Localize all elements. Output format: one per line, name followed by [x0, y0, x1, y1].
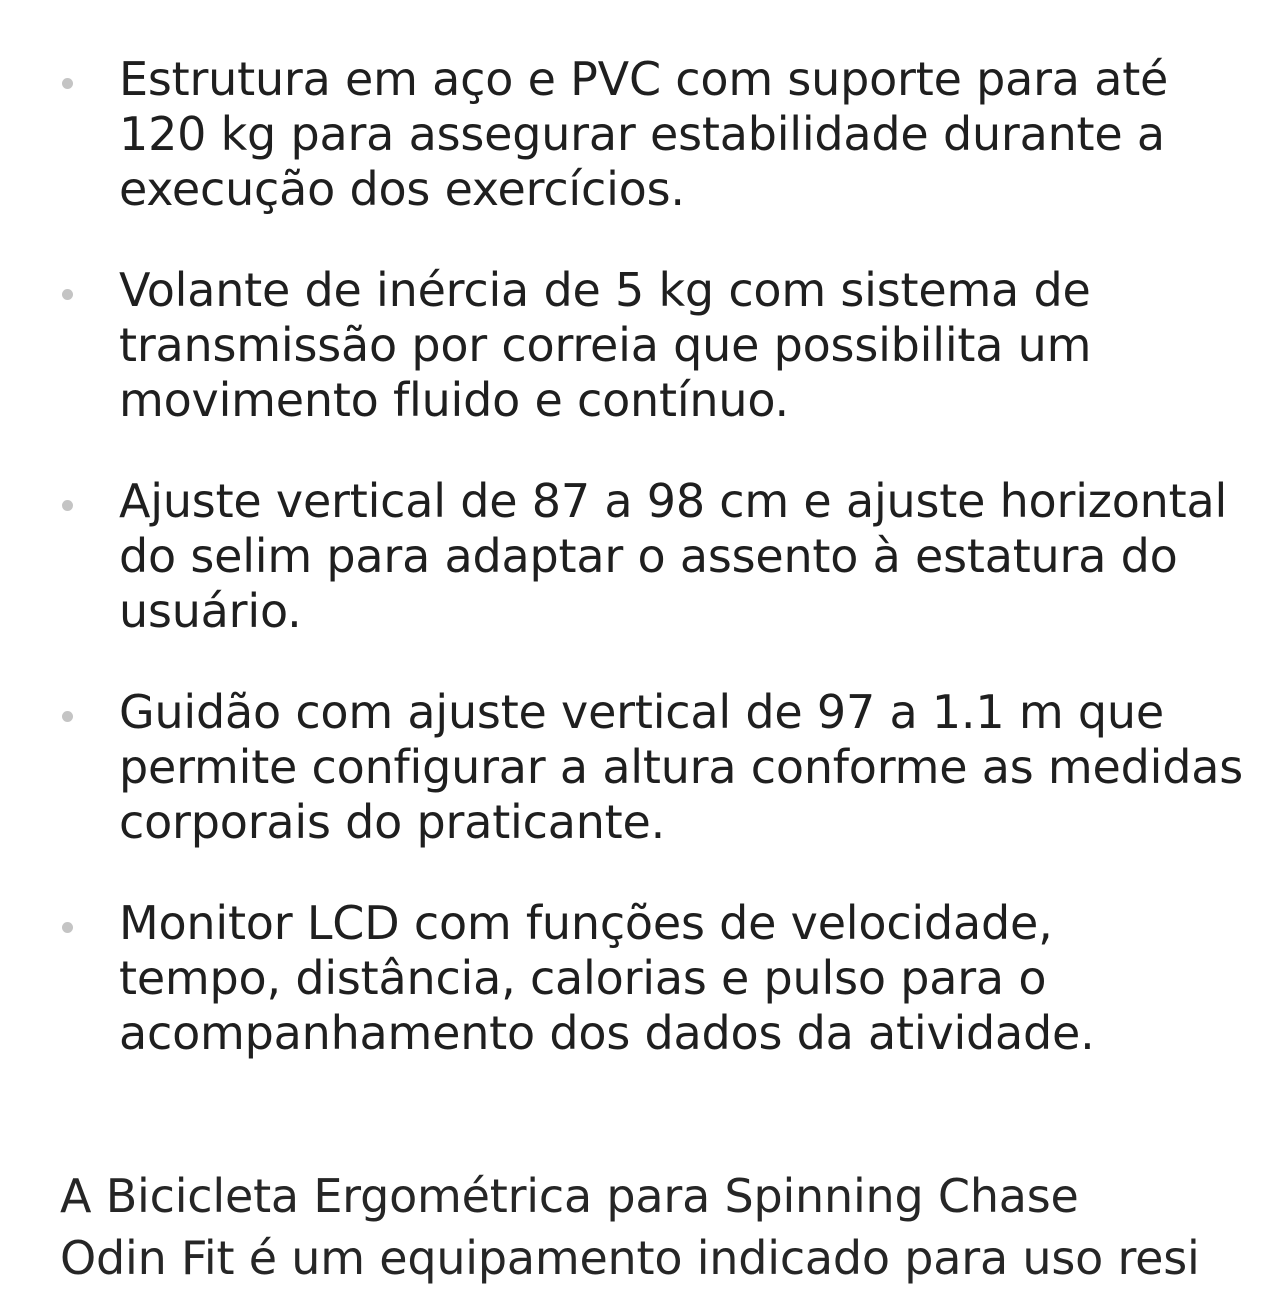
feature-item-frame [0, 52, 1280, 217]
feature-text-handlebar: Guidão com ajuste vertical de 97 a 1.1 m que permite configurar a altura conforme as medidas corporais do praticante. [119, 685, 1243, 849]
feature-item-flywheel [0, 263, 1280, 428]
feature-item-seat-adjustment [0, 474, 1280, 639]
feature-text-monitor: Monitor LCD com funções de velocidade, tempo, distância, calorias e pulso para o acompanhamento dos dados da atividade. [119, 896, 1095, 1060]
bullet-icon [62, 289, 73, 300]
bullet-icon [62, 922, 73, 933]
feature-item-handlebar [0, 685, 1280, 850]
bullet-icon [62, 500, 73, 511]
feature-text-frame: Estrutura em aço e PVC com suporte para até 120 kg para assegurar estabilidade durante a execução dos exercícios. [119, 52, 1169, 216]
product-description-paragraph: A Bicicleta Ergométrica para Spinning Chase Odin Fit é um equipamento indicado para uso resi [60, 1169, 1200, 1285]
feature-list [0, 52, 1280, 1107]
feature-text-seat-adjustment: Ajuste vertical de 87 a 98 cm e ajuste horizontal do selim para adaptar o assento à estatura do usuário. [119, 474, 1228, 638]
bullet-icon [62, 78, 73, 89]
bullet-icon [62, 711, 73, 722]
feature-text-flywheel: Volante de inércia de 5 kg com sistema de transmissão por correia que possibilita um movimento fluido e contínuo. [119, 263, 1092, 427]
feature-item-monitor [0, 896, 1280, 1061]
